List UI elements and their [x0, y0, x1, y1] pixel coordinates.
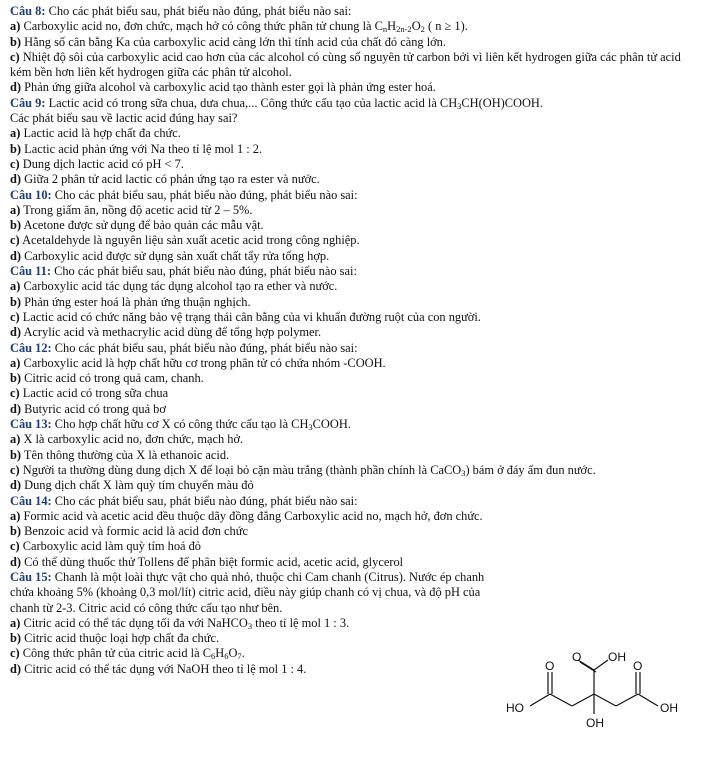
- option-text: Trong giấm ăn, nồng độ acetic acid từ 2 – 5%.: [23, 202, 253, 217]
- question-12-stem: [10, 341, 694, 356]
- option-text: Dung dịch chất X làm quỳ tím chuyển màu đỏ: [24, 478, 254, 493]
- option-c: [10, 386, 694, 401]
- bond: [594, 660, 608, 670]
- question-11-stem: [10, 264, 694, 279]
- option-letter: c): [10, 646, 20, 661]
- option-text: Lactic acid có trong sữa chua: [22, 386, 169, 401]
- option-letter: d): [10, 478, 22, 493]
- bond: [594, 694, 616, 706]
- question-13: [10, 417, 694, 493]
- subscript: 3: [308, 422, 313, 433]
- option-letter: a): [10, 202, 21, 217]
- bond: [572, 694, 594, 706]
- option-a: [10, 509, 694, 524]
- bond: [580, 662, 596, 672]
- option-c: [10, 463, 694, 478]
- option-text: Carboxylic acid no, đơn chức, mạch hở có công thức phân tử chung là C: [23, 19, 383, 34]
- option-letter: b): [10, 371, 22, 386]
- option-d: [10, 402, 694, 417]
- option-b: [10, 448, 694, 463]
- option-text: Citric acid có thể tác dụng với NaOH theo tỉ lệ mol 1 : 4.: [24, 661, 307, 676]
- option-letter: c): [10, 386, 20, 401]
- option-letter: c): [10, 309, 20, 324]
- option-d: [10, 555, 694, 570]
- subscript: 7: [237, 651, 242, 662]
- option-a: [10, 279, 694, 294]
- option-text: Carboxylic acid là hợp chất hữu cơ trong phân tử có chứa nhóm -COOH.: [23, 355, 386, 370]
- formula-part: theo tỉ lệ mol 1 : 3.: [252, 615, 350, 630]
- option-text: Dung dịch lactic acid có pH < 7.: [22, 156, 184, 171]
- atom-label: OH: [586, 716, 604, 730]
- option-letter: a): [10, 279, 21, 294]
- option-letter: d): [10, 248, 22, 263]
- option-c: [10, 310, 694, 325]
- option-letter: a): [10, 432, 21, 447]
- question-12: [10, 341, 694, 417]
- option-text: Carboxylic acid làm quỳ tím hoá đỏ: [22, 539, 201, 554]
- option-text: Phản ứng ester hoá là phản ứng thuận nghịch.: [24, 294, 251, 309]
- formula-part: O: [228, 646, 238, 661]
- option-letter: c): [10, 539, 20, 554]
- option-letter: a): [10, 615, 21, 630]
- option-letter: a): [10, 508, 21, 523]
- question-text: Cho các phát biểu sau, phát biểu nào đúng, phát biểu nào sai:: [54, 264, 357, 279]
- option-c: [10, 157, 694, 172]
- option-b: [10, 142, 694, 157]
- question-9: [10, 96, 694, 188]
- formula-part: H: [215, 646, 225, 661]
- option-letter: d): [10, 325, 22, 340]
- option-letter: c): [10, 233, 20, 248]
- question-number: Câu 9:: [10, 95, 46, 110]
- option-text: Lactic acid là hợp chất đa chức.: [23, 126, 181, 141]
- question-8: [10, 4, 694, 96]
- option-b: [10, 218, 694, 233]
- option-text: X là carboxylic acid no, đơn chức, mạch hở.: [23, 432, 244, 447]
- option-text: Tên thông thường của X là ethanoic acid.: [23, 447, 230, 462]
- question-text: Chanh là một loài thực vật cho quả nhỏ, thuộc chi Cam chanh (Citrus). Nước ép chanh chứa khoảng 5% (khoảng 0,3 mol/lít) citric acid, điều này giúp chanh có vị chua, và độ pH của chanh từ 2-3. Citric acid có công thức cấu tạo như bên.: [10, 569, 485, 615]
- option-text: Citric acid có trong quả cam, chanh.: [24, 371, 204, 386]
- subscript: 6: [224, 651, 229, 662]
- option-letter: d): [10, 80, 22, 95]
- option-text: Formic acid và acetic acid đều thuộc dãy đồng đẳng Carboxylic acid no, mạch hở, đơn chức.: [23, 508, 483, 523]
- option-letter: b): [10, 294, 22, 309]
- option-d: [10, 478, 694, 493]
- question-text: Cho các phát biểu sau, phát biểu nào đúng, phát biểu nào sai:: [54, 493, 358, 508]
- atom-label: OH: [608, 650, 626, 664]
- option-letter: b): [10, 447, 22, 462]
- citric-acid-structure: [500, 648, 700, 730]
- option-letter: b): [10, 34, 22, 49]
- subscript: n: [382, 24, 388, 35]
- question-10: [10, 188, 694, 264]
- option-d: [10, 172, 694, 187]
- bond: [616, 694, 638, 706]
- question-13-stem: [10, 417, 694, 432]
- formula-part: ) bám ở đáy ấm đun nước.: [465, 462, 596, 477]
- question-15-stem: [10, 570, 490, 616]
- subscript: 2: [420, 24, 425, 35]
- option-letter: d): [10, 661, 22, 676]
- atom-label: O: [633, 659, 643, 673]
- option-letter: c): [10, 49, 20, 64]
- option-text: Acetone được sử dụng để bảo quản các mẫu vật.: [23, 218, 264, 233]
- question-number: Câu 11:: [10, 264, 51, 279]
- option-d: [10, 325, 694, 340]
- question-text: Cho các phát biểu sau, phát biểu nào đúng, phát biểu nào sai:: [54, 340, 358, 355]
- subscript: 3: [457, 100, 462, 111]
- question-9-subtitle: Các phát biểu sau về lactic acid đúng hay sai?: [10, 111, 238, 126]
- option-letter: c): [10, 462, 20, 477]
- question-text: Cho hợp chất hữu cơ X có công thức cấu tạo là CH: [54, 417, 309, 432]
- atom-label: HO: [506, 701, 524, 715]
- subscript: 3: [461, 467, 466, 478]
- question-number: Câu 10:: [10, 187, 52, 202]
- option-c: [10, 233, 694, 248]
- formula-part: O: [411, 19, 421, 34]
- atom-label: O: [545, 659, 555, 673]
- option-text: Acetaldehyde là nguyên liệu sản xuất acetic acid trong công nghiệp.: [22, 233, 360, 248]
- option-c: [10, 50, 694, 81]
- question-10-stem: [10, 188, 694, 203]
- option-a: [10, 616, 694, 631]
- question-8-stem: [10, 4, 694, 19]
- bond: [550, 694, 572, 706]
- atom-label: O: [572, 650, 582, 664]
- option-text: Acrylic acid và methacrylic acid dùng để tổng hợp polymer.: [23, 325, 322, 340]
- option-letter: b): [10, 631, 22, 646]
- option-text: Butyric acid có trong quả bơ: [24, 401, 166, 416]
- question-9-stem: [10, 96, 694, 111]
- option-text: Lactic acid có chức năng bảo vệ trạng thái cân bằng của vi khuẩn đường ruột của con người.: [22, 309, 481, 324]
- question-text: Lactic acid có trong sữa chua, dưa chua,... Công thức cấu tạo của lactic acid là CH: [48, 95, 458, 110]
- option-letter: b): [10, 218, 22, 233]
- formula-part: COOH.: [312, 417, 351, 432]
- option-d: [10, 80, 694, 95]
- option-text: Công thức phân tử của citric acid là C: [22, 646, 211, 661]
- formula-part: H: [387, 19, 397, 34]
- formula-part: .: [241, 646, 245, 661]
- subscript: 3: [247, 620, 253, 631]
- option-text: Phản ứng giữa alcohol và carboxylic acid tạo thành ester gọi là phản ứng ester hoá.: [24, 80, 436, 95]
- option-letter: d): [10, 172, 22, 187]
- option-b: [10, 524, 694, 539]
- option-text: Lactic acid phản ứng với Na theo tỉ lệ mol 1 : 2.: [24, 141, 263, 156]
- option-b: [10, 631, 694, 646]
- option-b: [10, 295, 694, 310]
- option-text: Có thể dùng thuốc thử Tollens để phân biệt formic acid, acetic acid, glycerol: [24, 554, 404, 569]
- option-letter: d): [10, 554, 22, 569]
- bond: [638, 694, 658, 706]
- subscript: 6: [210, 651, 216, 662]
- option-letter: d): [10, 401, 22, 416]
- option-text: Hằng số cân bằng Ka của carboxylic acid càng lớn thì tính acid của chất đó càng lớn.: [24, 34, 446, 49]
- option-a: [10, 356, 694, 371]
- option-a: [10, 203, 694, 218]
- option-letter: b): [10, 141, 22, 156]
- option-text: Citric acid có thể tác dụng tối đa với NaHCO: [23, 615, 248, 630]
- question-number: Câu 13:: [10, 417, 52, 432]
- question-number: Câu 12:: [10, 340, 52, 355]
- option-text: Citric acid thuộc loại hợp chất đa chức.: [24, 631, 220, 646]
- question-11: [10, 264, 694, 340]
- question-text: Cho các phát biểu sau, phát biểu nào đúng, phát biểu nào sai:: [48, 4, 352, 18]
- question-14: [10, 494, 694, 570]
- option-letter: c): [10, 156, 20, 171]
- question-text: Cho các phát biểu sau, phát biểu nào đúng, phát biểu nào sai:: [54, 187, 358, 202]
- option-a: [10, 432, 694, 447]
- option-d: [10, 249, 694, 264]
- option-text: Carboxylic acid tác dụng tác dụng alcohol tạo ra ether và nước.: [23, 279, 338, 294]
- option-text: Người ta thường dùng dung dịch X để loại bỏ cặn màu trắng (thành phần chính là CaCO: [22, 462, 462, 477]
- option-text: Nhiệt độ sôi của carboxylic acid cao hơn của các alcohol có cùng số nguyên tử carbon bởi vì liên kết hydrogen giữa các phân tử acid kém bền hơn liên kết hydrogen giữa các phân tử alcohol.: [10, 49, 681, 80]
- atom-label: OH: [660, 701, 678, 715]
- option-b: [10, 35, 694, 50]
- option-text: Benzoic acid và formic acid là acid đơn chức: [24, 524, 248, 539]
- question-14-stem: [10, 494, 694, 509]
- subscript: 2n-2: [396, 24, 412, 35]
- option-a: [10, 19, 694, 34]
- question-number: Câu 15:: [10, 569, 52, 584]
- option-c: [10, 539, 694, 554]
- option-letter: a): [10, 355, 21, 370]
- option-text: Giữa 2 phân tử acid lactic có phản ứng tạo ra ester và nước.: [24, 172, 320, 187]
- option-text: Carboxylic acid được sử dụng sản xuất chất tẩy rửa tổng hợp.: [24, 248, 330, 263]
- formula-part: CH(OH)COOH.: [461, 95, 543, 110]
- option-letter: a): [10, 126, 21, 141]
- option-b: [10, 371, 694, 386]
- formula-part: ( n ≥ 1).: [424, 19, 468, 34]
- bond: [530, 694, 550, 706]
- option-letter: b): [10, 524, 22, 539]
- question-number: Câu 14:: [10, 493, 52, 508]
- option-letter: a): [10, 19, 21, 34]
- question-number: Câu 8:: [10, 4, 46, 18]
- option-a: [10, 126, 694, 141]
